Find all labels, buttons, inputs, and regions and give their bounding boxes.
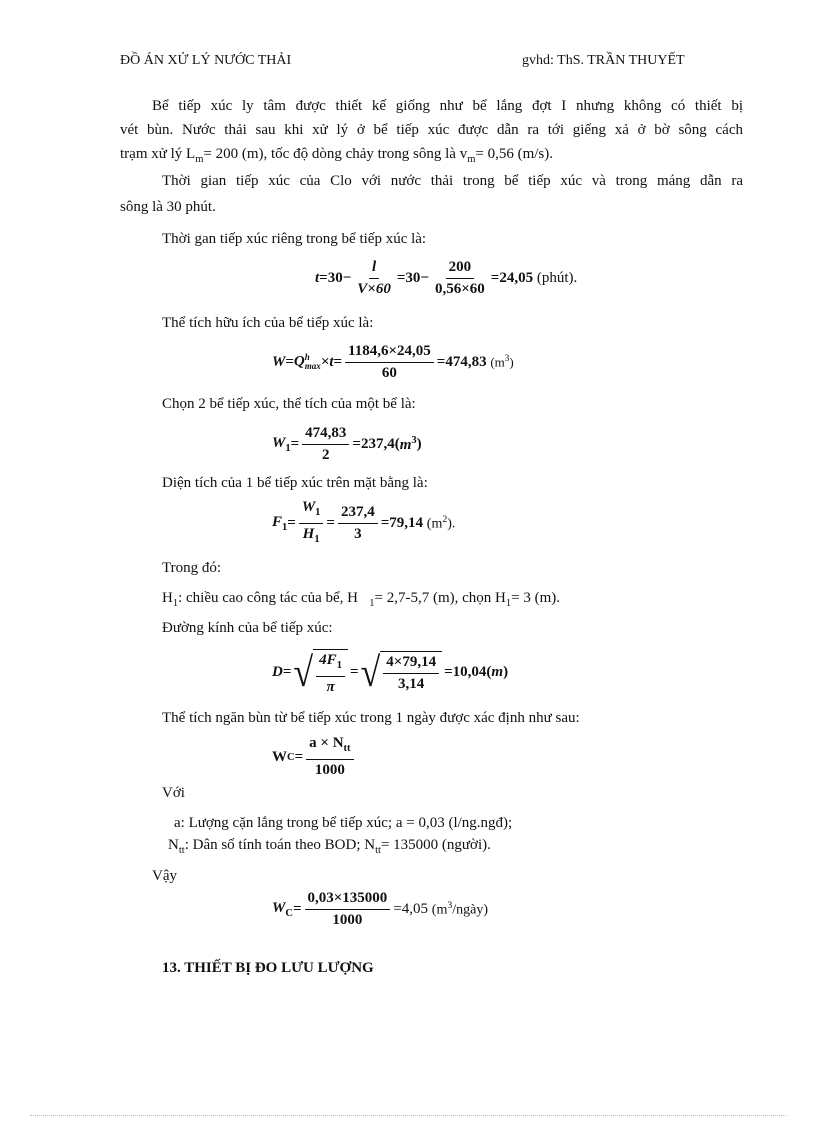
paragraph-line: Thời gan tiếp xúc riêng trong bể tiếp xúc là:	[162, 231, 427, 247]
paragraph-line: Thời gian tiếp xúc của Clo với nước thải trong bể tiếp xúc và trong máng dẫn ra	[162, 173, 743, 189]
paragraph-line: Chọn 2 bể tiếp xúc, thể tích của một bể là:	[162, 396, 416, 412]
sqrt-icon: √	[293, 649, 314, 695]
formula-useful-volume: W = Q h max ×t = $\frac{1184,6\times 24,05}{60}$ = 474,83 $(m^3)$	[272, 342, 514, 381]
formula-diameter: D = √ $\frac{4F_1}{\pi}$ = √ $\frac{4\times 79,14}{3,14}$ = 10,04( m )	[272, 649, 509, 695]
paragraph-line: a: Lượng cặn lắng trong bể tiếp xúc; a = 0,03 (l/ng.ngđ);	[174, 815, 513, 831]
page-bottom-divider	[30, 1115, 786, 1116]
paragraph-line: $N_{tt}$: Dân số tính toán theo BOD; $N_{tt}= 135000$ (người).	[168, 837, 491, 856]
formula-tank-area: $F_1$ = $\frac{W_1}{H_1}$ = $\frac{237,4}{3}$ = 79,14 $(m^2)$.	[272, 498, 456, 545]
paragraph-line: sông là 30 phút.	[120, 199, 216, 215]
paragraph-line: Thể tích ngăn bùn từ bể tiếp xúc trong 1 ngày được xác định như sau:	[162, 710, 580, 726]
paragraph-line: Với	[162, 785, 185, 801]
section-heading: 13. THIẾT BỊ ĐO LƯU LƯỢNG	[162, 960, 374, 976]
paragraph-line: vét bùn. Nước thải sau khi xử lý ở bể tiếp xúc được dẫn ra tới giếng xả ở bờ sông cách	[120, 122, 743, 138]
paragraph-line: trạm xử lý $L_m= 200$ (m), tốc độ dòng chảy trong sông là $v_m= 0,56$ (m/s).	[120, 146, 554, 165]
paragraph-line: Diện tích của 1 bể tiếp xúc trên mặt bằng là:	[162, 475, 428, 491]
paragraph-line: Bể tiếp xúc ly tâm được thiết kế giống như bể lắng đợt I nhưng không có thiết bị	[152, 98, 743, 114]
formula-sludge-result: $W_C$ = $\frac{0,03\times 135000}{1000}$ = 4,05 $(m^3/ngày)$	[272, 889, 489, 928]
paragraph-line: Vậy	[152, 868, 177, 884]
paragraph-line: Thể tích hữu ích của bể tiếp xúc là:	[162, 315, 374, 331]
header-instructor: gvhd: ThS. TRẦN THUYẾT	[522, 53, 685, 68]
paragraph-line: $H_1$: chiều cao công tác của bể, H $_1$= 2,7-5,7 (m), chọn $H_1= 3$ (m).	[162, 590, 560, 609]
formula-single-tank-volume: $W_1$ = $\frac{474,83}{2}$ = 237,4( $m^3$ )	[272, 424, 422, 463]
paragraph-line: Đường kính của bể tiếp xúc:	[162, 620, 333, 636]
formula-contact-time: t = 30 − $\frac{l}{V\times 60}$ = 30 − $\frac{200}{0,56\times 60}$ = 24,05 (phút).	[315, 258, 578, 297]
header-title: ĐỒ ÁN XỬ LÝ NƯỚC THẢI	[120, 53, 292, 68]
paragraph-line: Trong đó:	[162, 560, 222, 576]
sqrt-icon: √	[360, 649, 381, 695]
formula-sludge-volume: W C = $\frac{a \times N_{tt}}{1000}$	[272, 735, 357, 779]
